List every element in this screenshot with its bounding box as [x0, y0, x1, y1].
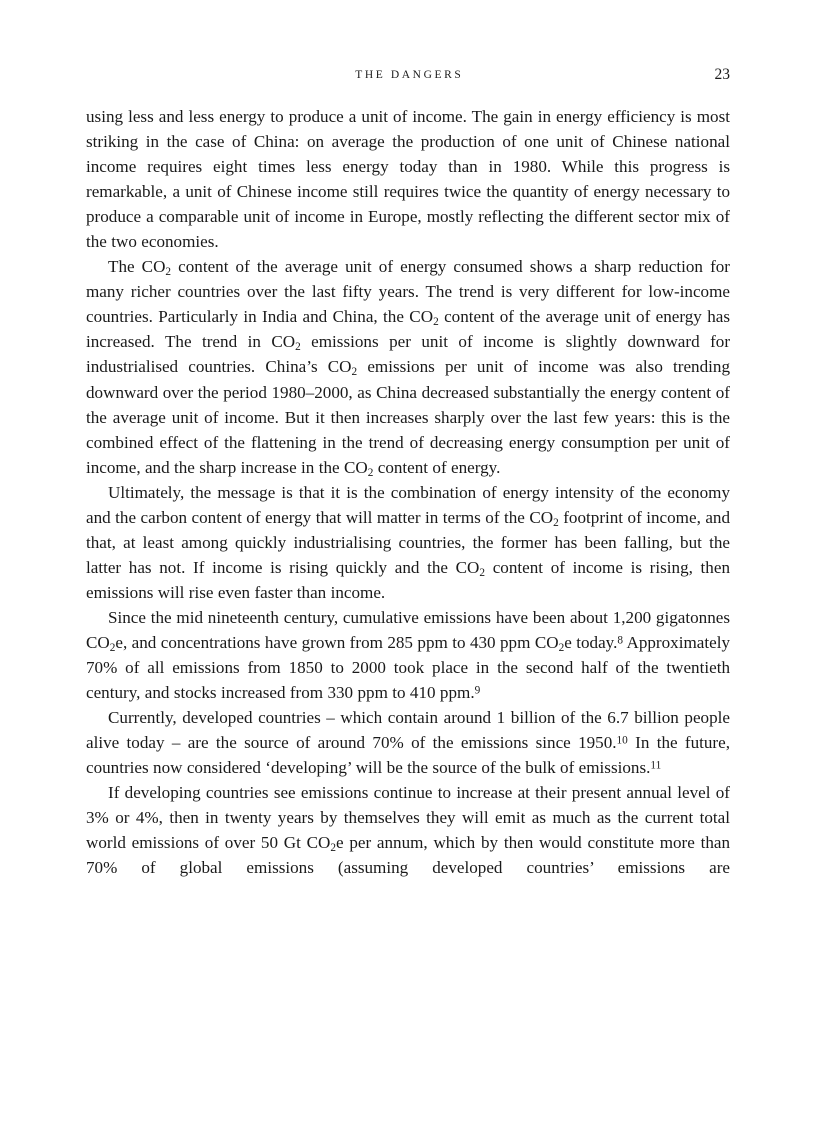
paragraph-ultimately: Ultimately, the message is that it is the combination of energy intensity of the economy and the carbon content of energy that will matter in terms of the $CO_2$ footprint of income, and that, at least among quickly industrialising countries, the former has been falling, but the latter has not. If income is rising quickly and the $CO_2$ content of income is rising, then emissions will rise even faster than income. — [86, 482, 731, 602]
paragraph-co2-content: The $CO_2$ content of the average unit of energy consumed shows a sharp reduction for many richer countries over the last fifty years. The trend is very different for low-income countries. Particularly in India and China, the $CO_2$ content of the average unit of energy has increased. The trend in $CO_2$ emissions per unit of income is slightly downward for industrialised countries. China’s $CO_2$ emissions per unit of income was also trending downward over the period 1980–2000, as China decreased substantially the energy content of the average unit of income. But it then increases sharply over the last few years: this is the combined effect of the flattening in the trend of decreasing energy consumption per unit of income, and the sharp increase in the $CO_2$ content of energy. — [86, 257, 731, 479]
paragraph-developed-countries: Currently, developed countries – which contain around 1 billion of the 6.7 billion people alive today – are the source of around 70% of the emissions since 1950.10 In the future, countries now considered ‘developing’ will be the source of the bulk of emissions.$^{11}$ — [86, 708, 730, 778]
paragraph-developing-projection: If developing countries see emissions continue to increase at their present annual level of 3% or 4%, then in twenty years by themselves they will emit as much as the current total world emissions of over 50 Gt $CO_2e$ per annum, which by then would constitute more than 70% of global emissions (assuming developed countries’ emissions are — [86, 783, 730, 878]
running-head-title: THE DANGERS — [355, 69, 464, 81]
paragraph-cumulative-emissions: Since the mid nineteenth century, cumulative emissions have been about 1,200 gigatonnes $CO_2e$, and concentrations have grown from 285 ppm to 430 ppm $CO_2e$ today.$^8$ Approximately 70% of all emissions from 1850 to 2000 took place in the second half of the twentieth century, and stocks increased from 330 ppm to 410 ppm.$^9$ — [86, 607, 730, 703]
running-head — [86, 66, 730, 88]
body-text-block — [86, 104, 730, 880]
paragraph-energy-efficiency: using less and less energy to produce a unit of income. The gain in energy efficiency is most striking in the case of China: on average the production of one unit of Chinese national income requires eight times less energy today than in 1980. While this progress is remarkable, a unit of Chinese income still requires twice the quantity of energy necessary to produce a comparable unit of income in Europe, mostly reflecting the different sector mix of the two economies. — [86, 107, 730, 252]
page-number: 23 — [714, 66, 730, 83]
